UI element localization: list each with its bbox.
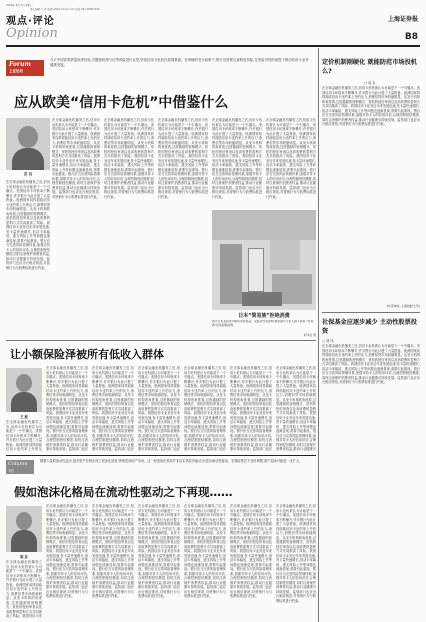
low-income-col1: 在全球金融危机爆发之后,信用卡危机被认为可能是下一个引爆点。美国信用卡坏账率不断攀升,许多银行为此计提了大量拨备。欧洲国家同样面临信用卡违约率上升的压力,消费信贷市场收缩明显。从发卡机构的角度看,过度激励的营销模式、宽松的授信审查以及高收费的盈利方式共同推高了风险。我国信用卡业务近年来发展迅速,发卡量快速增长,但活卡率偏低、透支风险上升等问题也逐渐显现,需要引起重视。银行应当完善风险管理体系,加强对持卡人的信用评估,合理控制授信额度,同时注意保护消费者权益,推动行业健康可持续发展。监管部门也应 — [46, 366, 88, 451]
section-divider-1 — [6, 340, 316, 341]
forum-body-col0: 在全球金融危机爆发之后,信用卡危机被认为可能是下一个引爆点。美国信用卡坏账率不断攀升,许多银行为此计提了大量拨备。欧洲国家同样面临信用卡违约率上升的压力,消费信贷市场收缩明显。从发卡机构的角度看,过度激励的营销模式、宽松的授信审查以及高收费的盈利方式共同推高了风险。我国信用卡业务近年来发展迅速,发卡量快速增长,但活卡率偏低、透支风险上升等问题也逐渐显现,需要引起重视。银行应当完善风险管理体系,加强对持卡人的信用评估,合理控制授信额度,同时注意保护消费者权益,推动行业健康可持续发展。监管部门也应出台相应规范,对营销行为与收费标准进行约束。 — [6, 180, 50, 270]
forum-tag-en: Forum — [9, 61, 31, 68]
low-income-col4: 在全球金融危机爆发之后,信用卡危机被认为可能是下一个引爆点。美国信用卡坏账率不断攀升,许多银行为此计提了大量拨备。欧洲国家同样面临信用卡违约率上升的压力,消费信贷市场收缩明显。从发卡机构的角度看,过度激励的营销模式、宽松的授信审查以及高收费的盈利方式共同推高了风险。我国信用卡业务近年来发展迅速,发卡量快速增长,但活卡率偏低、透支风险上升等问题也逐渐显现,需要引起重视。银行应当完善风险管理体系,加强对持卡人的信用评估,合理控制授信额度,同时注意保护消费者权益,推动行业健康可持续发展。监管部门也应 — [184, 366, 226, 451]
forum-body-col5: 在全球金融危机爆发之后,信用卡危机被认为可能是下一个引爆点。美国信用卡坏账率不断攀升,许多银行为此计提了大量拨备。欧洲国家同样面临信用卡违约率上升的压力,消费信贷市场收缩明显。从发卡机构的角度看,过度激励的营销模式、宽松的授信审查以及高收费的盈利方式共同推高了风险。我国信用卡业务近年来发展迅速,发卡量快速增长,但活卡率偏低、透支风险上升等问题也逐渐显现,需要引起重视。银行应当完善风险管理体系,加强对持卡人的信用评估,合理控制授信额度,同时注意保护消费者权益,推动行业健康可持续发展。监管部门也应出台相应规范,对营销行为与收费标准进行约束。 — [266, 118, 316, 199]
column-col6: 在全球金融危机爆发之后,信用卡危机被认为可能是下一个引爆点。美国信用卡坏账率不断攀升,许多银行为此计提了大量拨备。欧洲国家同样面临信用卡违约率上升的压力,消费信贷市场收缩明显。从发卡机构的角度看,过度激励的营销模式、宽松的授信审查以及高收费的盈利方式共同推高了风险。我国信用卡业务近年来发展迅速,发卡量快速增长,但活卡率偏低、透支风险上升等问题也逐渐显现,需要引起重视。银行应当完善风险管理体系,加强对持卡人的信用评估,合理控制授信额度,同时注意保护消费者权益,推动行业健康可持续发展。监管部门也应出台相应规范,对营销行为与收费标准进行约束。 — [276, 504, 316, 603]
column-col2: 在全球金融危机爆发之后,信用卡危机被认为可能是下一个引爆点。美国信用卡坏账率不断攀升,许多银行为此计提了大量拨备。欧洲国家同样面临信用卡违约率上升的压力,消费信贷市场收缩明显。从发卡机构的角度看,过度激励的营销模式、宽松的授信审查以及高收费的盈利方式共同推高了风险。我国信用卡业务近年来发展迅速,发卡量快速增长,但活卡率偏低、透支风险上升等问题也逐渐显现,需要引起重视。银行应当完善风险管理体系,加强对持卡人的信用评估,合理控制授信额度,同时注意保护消费者权益,推动行业健康可持续发展。监管部门也应出台相应规范,对营销行为与收费标准进行约束。 — [92, 504, 134, 598]
right-bottom-headline: 社保基金应逐步减少 主动性股票投资 — [322, 319, 417, 335]
forum-body-col3: 在全球金融危机爆发之后,信用卡危机被认为可能是下一个引爆点。美国信用卡坏账率不断攀升,许多银行为此计提了大量拨备。欧洲国家同样面临信用卡违约率上升的压力,消费信贷市场收缩明显。从发卡机构的角度看,过度激励的营销模式、宽松的授信审查以及高收费的盈利方式共同推高了风险。我国信用卡业务近年来发展迅速,发卡量快速增长,但活卡率偏低、透支风险上升等问题也逐渐显现,需要引起重视。银行应当完善风险管理体系,加强对持卡人的信用评估,合理控制授信额度,同时注意保护消费者权益,推动行业健康可持续发展。监管部门也应出台相应规范,对营销行为与收费标准进行约束。 — [158, 118, 208, 199]
column-tag-en: Column — [8, 461, 28, 467]
column-col0: 在全球金融危机爆发之后,信用卡危机被认为可能是下一个引爆点。美国信用卡坏账率不断攀升,许多银行为此计提了大量拨备。欧洲国家同样面临信用卡违约率上升的压力,消费信贷市场收缩明显。从发卡机构的角度看,过度激励的营销模式、宽松的授信审查以及高收费的盈利方式共同推高了风险。我国信用卡业 — [6, 560, 42, 618]
forum-author: 宗 良 — [23, 172, 33, 176]
right-bottom-byline: □ 刘 伟 — [322, 339, 334, 343]
low-income-col0: 在全球金融危机爆发之后,信用卡危机被认为可能是下一个引爆点。美国信用卡坏账率不断攀升,许多银行为此计提了大量拨备。欧洲国家同样面临信用卡违约率上升的压 — [6, 420, 42, 451]
column-col5: 在全球金融危机爆发之后,信用卡危机被认为可能是下一个引爆点。美国信用卡坏账率不断攀升,许多银行为此计提了大量拨备。欧洲国家同样面临信用卡违约率上升的压力,消费信贷市场收缩明显。从发卡机构的角度看,过度激励的营销模式、宽松的授信审查以及高收费的盈利方式共同推高了风险。我国信用卡业务近年来发展迅速,发卡量快速增长,但活卡率偏低、透支风险上升等问题也逐渐显现,需要引起重视。银行应当完善风险管理体系,加强对持卡人的信用评估,合理控制授信额度,同时注意保护消费者权益,推动行业健康可持续发展。监管部门也应出台相应规范,对营销行为与收费标准进行约束。 — [230, 504, 272, 598]
right-divider — [322, 312, 420, 313]
column-col4: 在全球金融危机爆发之后,信用卡危机被认为可能是下一个引爆点。美国信用卡坏账率不断攀升,许多银行为此计提了大量拨备。欧洲国家同样面临信用卡违约率上升的压力,消费信贷市场收缩明显。从发卡机构的角度看,过度激励的营销模式、宽松的授信审查以及高收费的盈利方式共同推高了风险。我国信用卡业务近年来发展迅速,发卡量快速增长,但活卡率偏低、透支风险上升等问题也逐渐显现,需要引起重视。银行应当完善风险管理体系,加强对持卡人的信用评估,合理控制授信额度,同时注意保护消费者权益,推动行业健康可持续发展。监管部门也应出台相应规范,对营销行为与收费标准进行约束。 — [184, 504, 226, 598]
low-income-col3: 在全球金融危机爆发之后,信用卡危机被认为可能是下一个引爆点。美国信用卡坏账率不断攀升,许多银行为此计提了大量拨备。欧洲国家同样面临信用卡违约率上升的压力,消费信贷市场收缩明显。从发卡机构的角度看,过度激励的营销模式、宽松的授信审查以及高收费的盈利方式共同推高了风险。我国信用卡业务近年来发展迅速,发卡量快速增长,但活卡率偏低、透支风险上升等问题也逐渐显现,需要引起重视。银行应当完善风险管理体系,加强对持卡人的信用评估,合理控制授信额度,同时注意保护消费者权益,推动行业健康可持续发展。监管部门也应 — [138, 366, 180, 451]
low-income-headline: 让小额保险泽被所有低收入群体 — [10, 348, 164, 361]
column-col1: 在全球金融危机爆发之后,信用卡危机被认为可能是下一个引爆点。美国信用卡坏账率不断攀升,许多银行为此计提了大量拨备。欧洲国家同样面临信用卡违约率上升的压力,消费信贷市场收缩明显。从发卡机构的角度看,过度激励的营销模式、宽松的授信审查以及高收费的盈利方式共同推高了风险。我国信用卡业务近年来发展迅速,发卡量快速增长,但活卡率偏低、透支风险上升等问题也逐渐显现,需要引起重视。银行应当完善风险管理体系,加强对持卡人的信用评估,合理控制授信额度,同时注意保护消费者权益,推动行业健康可持续发展。监管部门也应出台相应规范,对营销行为与收费标准进行约束。 — [46, 504, 88, 598]
forum-body-col2: 在全球金融危机爆发之后,信用卡危机被认为可能是下一个引爆点。美国信用卡坏账率不断攀升,许多银行为此计提了大量拨备。欧洲国家同样面临信用卡违约率上升的压力,消费信贷市场收缩明显。从发卡机构的角度看,过度激励的营销模式、宽松的授信审查以及高收费的盈利方式共同推高了风险。我国信用卡业务近年来发展迅速,发卡量快速增长,但活卡率偏低、透支风险上升等问题也逐渐显现,需要引起重视。银行应当完善风险管理体系,加强对持卡人的信用评估,合理控制授信额度,同时注意保护消费者权益,推动行业健康可持续发展。监管部门也应出台相应规范,对营销行为与收费标准进行约束。 — [104, 118, 154, 199]
forum-tag — [6, 60, 44, 76]
column-tag-cn: 专栏 — [8, 469, 15, 473]
author-photo — [6, 118, 50, 170]
right-bottom-body: 在全球金融危机爆发之后,信用卡危机被认为可能是下一个引爆点。美国信用卡坏账率不断攀升,许多银行为此计提了大量拨备。欧洲国家同样面临信用卡违约率上升的压力,消费信贷市场收缩明显。从发卡机构的角度看,过度激励的营销模式、宽松的授信审查以及高收费的盈利方式共同推高了风险。我国信用卡业务近年来发展迅速,发卡量快速增长,但活卡率偏低、透支风险上升等问题也逐渐显现,需要引起重视。银行应当完善风险管理体系,加强对持卡人的信用评估,合理控制授信额度,同时注意保护消费者权益,推动行业健康可持续发展。监管部门也应出台相应规范,对营销行为与收费标准进行约束。 — [322, 344, 420, 384]
photo-supermarket — [212, 210, 316, 310]
low-income-col6: 在全球金融危机爆发之后,信用卡危机被认为可能是下一个引爆点。美国信用卡坏账率不断攀升,许多银行为此计提了大量拨备。欧洲国家同样面临信用卡违约率上升的压力,消费信贷市场收缩明显。从发卡机构的角度看,过度激励的营销模式、宽松的授信审查以及高收费的盈利方式共同推高了风险。我国信用卡业务近年来发展迅速,发卡量快速增长,但活卡率偏低、透支风险上升等问题也逐渐显现,需要引起重视。银行应当完善风险管理体系,加强对持卡人的信用评估,合理控制授信额度,同时注意保护消费者权益,推动行业健康可 — [276, 366, 316, 451]
right-top-body: 在全球金融危机爆发之后,信用卡危机被认为可能是下一个引爆点。美国信用卡坏账率不断攀升,许多银行为此计提了大量拨备。欧洲国家同样面临信用卡违约率上升的压力,消费信贷市场收缩明显。从发卡机构的角度看,过度激励的营销模式、宽松的授信审查以及高收费的盈利方式共同推高了风险。我国信用卡业务近年来发展迅速,发卡量快速增长,但活卡率偏低、透支风险上升等问题也逐渐显现,需要引起重视。银行应当完善风险管理体系,加强对持卡人的信用评估,合理控制授信额度,同时注意保护消费者权益,推动行业健康可持续发展。监管部门也应出台相应规范,对营销行为与收费标准进行约束。 — [322, 86, 420, 126]
photo-caption-title: 日本“简易族”拒绝消费 — [238, 313, 290, 319]
masthead-rule — [6, 45, 420, 47]
forum-intro: 今天中国需要借鉴欧美经验,对激励机制与信贷风险进行反思,防范信用卡危机在我国重演。在审慎的发卡政策下,银行也需要注意防范风险,在风险可控的前提下推动信用卡业务健康发展。 — [50, 58, 309, 67]
paper-name: 上海证券报 — [387, 16, 418, 23]
column-author: 陈 东 — [20, 555, 28, 559]
photo-caption-text: 图为日本某超市内顾客选购商品。受经济低迷影响,越来越多日本人减少消费,“简易族”拒绝超额消费。 — [212, 320, 314, 327]
masthead-info-line2: 责任编辑:王 芳 电邮:wf@cnstock.com 电话:021-38967926 — [30, 8, 100, 11]
forum-tag-cn: 上证论坛 — [9, 69, 23, 73]
column-intro: 随着大量的流动性溢出,很多资产价格出现了泡沫化迹象,特别是房地产市场。这一轮泡沫化格局并非由实体经济驱动,而是由流动性驱动。宏观政策若不及时调整,资产泡沫可能进一步扩大。 — [40, 459, 303, 463]
forum-body-col1: 在全球金融危机爆发之后,信用卡危机被认为可能是下一个引爆点。美国信用卡坏账率不断攀升,许多银行为此计提了大量拨备。欧洲国家同样面临信用卡违约率上升的压力,消费信贷市场收缩明显。从发卡机构的角度看,过度激励的营销模式、宽松的授信审查以及高收费的盈利方式共同推高了风险。我国信用卡业务近年来发展迅速,发卡量快速增长,但活卡率偏低、透支风险上升等问题也逐渐显现,需要引起重视。银行应当完善风险管理体系,加强对持卡人的信用评估,合理控制授信额度,同时注意保护消费者权益,推动行业健康可持续发展。监管部门也应出台相应规范,对营销行为与收费标准进行约束。 — [52, 118, 100, 199]
right-top-headline: 定价机制刚硬化 就能防范市场投机么? — [322, 59, 417, 75]
column-divider — [318, 48, 319, 622]
section-title-en: Opinion — [6, 26, 58, 41]
column-headline: 假如泡沫化格局在流动性驱动之下再现…… — [14, 485, 233, 499]
low-income-col5: 在全球金融危机爆发之后,信用卡危机被认为可能是下一个引爆点。美国信用卡坏账率不断攀升,许多银行为此计提了大量拨备。欧洲国家同样面临信用卡违约率上升的压力,消费信贷市场收缩明显。从发卡机构的角度看,过度激励的营销模式、宽松的授信审查以及高收费的盈利方式共同推高了风险。我国信用卡业务近年来发展迅速,发卡量快速增长,但活卡率偏低、透支风险上升等问题也逐渐显现,需要引起重视。银行应当完善风险管理体系,加强对持卡人的信用评估,合理控制授信额度,同时注意保护消费者权益,推动行业健康可持续发展。监管部门也应 — [230, 366, 272, 451]
page-number: B8 — [404, 32, 418, 42]
right-top-note: (作者单位:上海财经大学) — [386, 304, 420, 308]
column-col3: 在全球金融危机爆发之后,信用卡危机被认为可能是下一个引爆点。美国信用卡坏账率不断攀升,许多银行为此计提了大量拨备。欧洲国家同样面临信用卡违约率上升的压力,消费信贷市场收缩明显。从发卡机构的角度看,过度激励的营销模式、宽松的授信审查以及高收费的盈利方式共同推高了风险。我国信用卡业务近年来发展迅速,发卡量快速增长,但活卡率偏低、透支风险上升等问题也逐渐显现,需要引起重视。银行应当完善风险管理体系,加强对持卡人的信用评估,合理控制授信额度,同时注意保护消费者权益,推动行业健康可持续发展。监管部门也应出台相应规范,对营销行为与收费标准进行约束。 — [138, 504, 180, 598]
low-income-author-photo — [6, 368, 42, 412]
column-author-photo — [6, 506, 42, 552]
right-top-byline: □ 周 永 — [364, 81, 376, 85]
column-tag — [6, 460, 34, 474]
photo-credit: 新华社 图 — [303, 333, 316, 337]
masthead-info-line1: 2009年 8月 4日 星期二 — [6, 4, 33, 7]
forum-headline: 应从欧美“信用卡危机”中借鉴什么 — [14, 95, 229, 111]
low-income-col2: 在全球金融危机爆发之后,信用卡危机被认为可能是下一个引爆点。美国信用卡坏账率不断攀升,许多银行为此计提了大量拨备。欧洲国家同样面临信用卡违约率上升的压力,消费信贷市场收缩明显。从发卡机构的角度看,过度激励的营销模式、宽松的授信审查以及高收费的盈利方式共同推高了风险。我国信用卡业务近年来发展迅速,发卡量快速增长,但活卡率偏低、透支风险上升等问题也逐渐显现,需要引起重视。银行应当完善风险管理体系,加强对持卡人的信用评估,合理控制授信额度,同时注意保护消费者权益,推动行业健康可持续发展。监管部门也应 — [92, 366, 134, 451]
section-divider-2 — [6, 455, 316, 456]
forum-body-col4: 在全球金融危机爆发之后,信用卡危机被认为可能是下一个引爆点。美国信用卡坏账率不断攀升,许多银行为此计提了大量拨备。欧洲国家同样面临信用卡违约率上升的压力,消费信贷市场收缩明显。从发卡机构的角度看,过度激励的营销模式、宽松的授信审查以及高收费的盈利方式共同推高了风险。我国信用卡业务近年来发展迅速,发卡量快速增长,但活卡率偏低、透支风险上升等问题也逐渐显现,需要引起重视。银行应当完善风险管理体系,加强对持卡人的信用评估,合理控制授信额度,同时注意保护消费者权益,推动行业健康可持续发展。监管部门也应出台相应规范,对营销行为与收费标准进行约束。 — [212, 118, 262, 199]
section-title: 观点·评论 — [6, 16, 55, 27]
low-income-author: 王 振 — [20, 415, 28, 419]
